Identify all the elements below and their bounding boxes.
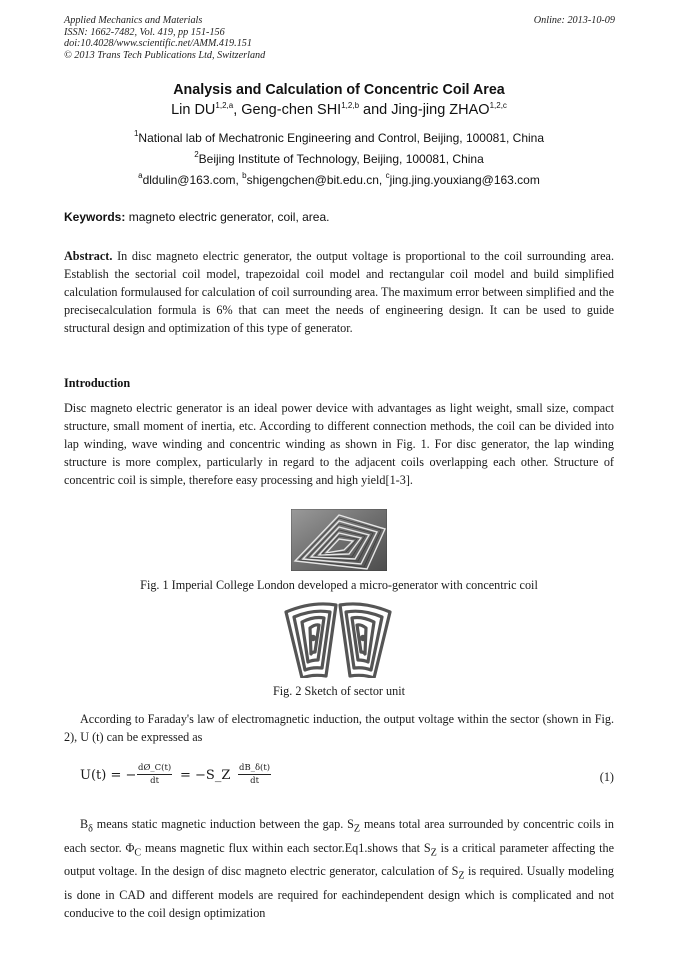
fraction-numerator: dB_δ(t) xyxy=(239,763,271,773)
equation-number: (1) xyxy=(599,770,614,784)
body-text: means static magnetic induction between the gap. S xyxy=(92,817,354,831)
body-text: is required. Usually modeling is done in CAD and different models are required for eachindependent design which is complicated and not conducive to the coil design optimization xyxy=(64,864,615,920)
body-text: means magnetic flux within each sector.Eq1.shows that S xyxy=(141,840,431,855)
equation-fraction-2 xyxy=(238,763,271,786)
author-line xyxy=(0,102,678,118)
paper-title: Analysis and Calculation of Concentric Coil Area xyxy=(173,82,505,98)
affiliation-sup: 1 xyxy=(133,129,139,138)
affiliation-sup: 2 xyxy=(194,150,199,159)
equation-fraction-1 xyxy=(137,763,172,786)
body-paragraph xyxy=(64,815,614,922)
equation-1 xyxy=(80,762,620,794)
keywords-text: magneto electric generator, coil, area. xyxy=(125,210,330,224)
online-date: Online: 2013-10-09 xyxy=(533,15,615,26)
author-sup: 1,2,b xyxy=(341,101,360,110)
subscript: Z xyxy=(430,846,437,858)
abstract-label: Abstract. xyxy=(64,249,113,263)
subscript: C xyxy=(134,846,142,858)
email-sup: a xyxy=(138,171,143,180)
faraday-paragraph xyxy=(64,710,614,746)
email-sup: c xyxy=(385,171,390,180)
affiliation-text: Beijing Institute of Technology, Beijing, 100081, China xyxy=(198,152,484,166)
author-name: Geng-chen SHI xyxy=(241,102,342,118)
email-link[interactable]: jing.jing.youxiang@163.com xyxy=(389,173,540,187)
abstract-text: In disc magneto electric generator, the output voltage is proportional to the coil surrounding area. Establish the sectorial coil model, trapezoidal coil model and rectangular coil model and build simplified calculation formulaused for calculation of coil surrounding area. The maximum error between simplified and the precisecalculation formula is 6% that can meet the needs of engineering design. It can be used to guide structural design and optimization of this type of generator. xyxy=(64,249,614,336)
author-separator: , xyxy=(233,102,242,118)
issn-line: ISSN: 1662-7482, Vol. 419, pp 151-156 xyxy=(64,26,225,38)
subscript: Z xyxy=(458,870,465,882)
email-sup: b xyxy=(242,171,247,180)
figure-1-caption: Fig. 1 Imperial College London developed a micro-generator with concentric coil xyxy=(140,578,538,592)
keywords xyxy=(64,210,329,224)
figure-2-caption: Fig. 2 Sketch of sector unit xyxy=(272,684,405,698)
author-sup: 1,2,a xyxy=(215,101,234,110)
fraction-numerator: dØ_C(t) xyxy=(138,763,172,773)
affiliation-text: National lab of Mechatronic Engineering and Control, Beijing, 100081, China xyxy=(138,131,545,145)
figure-1-image xyxy=(291,509,387,571)
body-text: is a critical parameter affecting the output voltage. In the design of disc magneto electric generator, calculation of S xyxy=(64,840,614,879)
author-name: Jing-jing ZHAO xyxy=(391,102,490,118)
figure-2-image xyxy=(282,602,394,678)
abstract xyxy=(64,247,614,337)
journal-name: Applied Mechanics and Materials xyxy=(64,15,203,26)
author-name: Lin DU xyxy=(171,102,216,118)
body-text: B xyxy=(80,817,89,831)
keywords-label: Keywords: xyxy=(64,210,126,224)
copyright-line: © 2013 Trans Tech Publications Ltd, Switzerland xyxy=(64,49,266,61)
affiliation-1 xyxy=(0,131,678,145)
author-separator: and xyxy=(359,102,392,118)
section-heading: Introduction xyxy=(64,376,131,390)
journal-header xyxy=(64,15,265,61)
subscript: δ xyxy=(88,823,93,835)
fraction-denominator: dt xyxy=(250,776,259,786)
email-link[interactable]: shigengchen@bit.edu.cn, xyxy=(246,173,386,187)
email-line xyxy=(0,173,678,187)
intro-paragraph: Disc magneto electric generator is an ideal power device with advantages as light weight, small size, compact structure, small moment of inertia, etc. According to different connection methods, the coil can be divided into lap winding, wave winding and concentric winding as shown in Fig. 1. For disc generator, the lap winding structure is more complex, particularly in regard to the adjacent coils overlapping each other. Structure of concentric coil is simple, therefore easy processing and high yield[1-3]. xyxy=(64,401,614,488)
subscript: Z xyxy=(353,823,361,835)
body-text: means total area surrounded by concentric coils in each sector. Φ xyxy=(64,817,614,855)
fraction-denominator: dt xyxy=(150,776,160,786)
email-link[interactable]: dldulin@163.com, xyxy=(142,173,243,187)
equation-lhs: U(t) = − xyxy=(80,768,137,783)
affiliation-2 xyxy=(0,152,678,166)
faraday-text: According to Faraday's law of electromagnetic induction, the output voltage within the sector (shown in Fig. 2), U (t) can be expressed as xyxy=(64,712,614,745)
author-sup: 1,2,c xyxy=(489,101,507,110)
equation-middle: = −S_Z xyxy=(180,768,231,783)
doi-line: doi:10.4028/www.scientific.net/AMM.419.151 xyxy=(64,38,252,50)
